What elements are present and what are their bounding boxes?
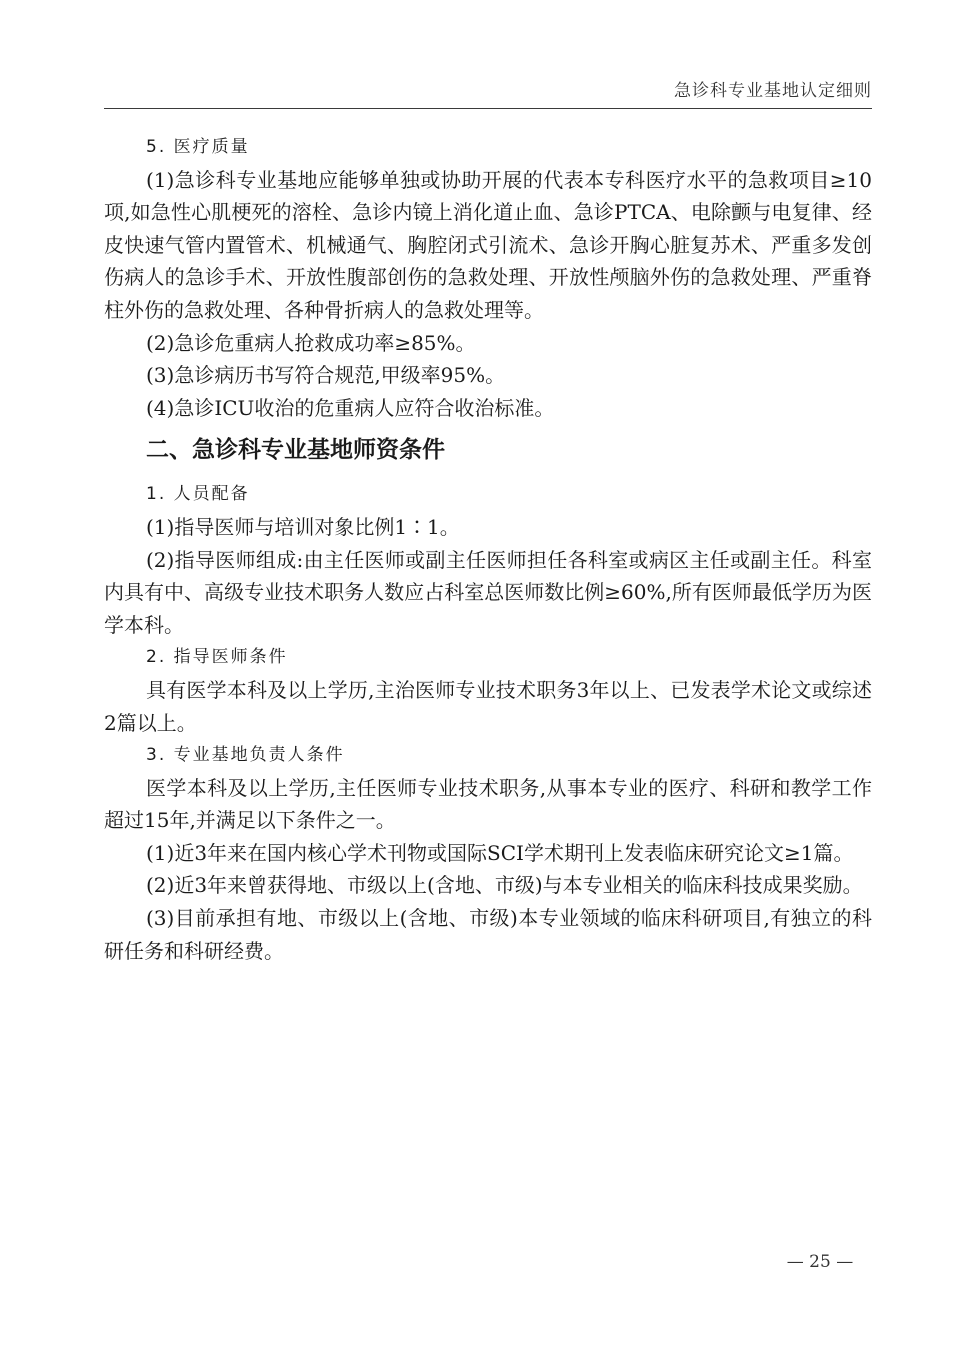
document-body (104, 131, 872, 967)
paragraph: 医学本科及以上学历,主任医师专业技术职务,从事本专业的医疗、科研和教学工作超过15年,并满足以下条件之一。 (104, 775, 872, 833)
section-heading-medical-quality: 5. 医疗质量 (146, 137, 250, 157)
paragraph: (2)指导医师组成:由主任医师或副主任医师担任各科室或病区主任或副主任。科室内具有中、高级专业技术职务人数应占科室总医师数比例≥60%,所有医师最低学历为医学本科。 (104, 547, 872, 637)
paragraph: (3)急诊病历书写符合规范,甲级率95%。 (146, 363, 506, 388)
paragraph: (2)急诊危重病人抢救成功率≥85%。 (146, 330, 476, 355)
paragraph: 具有医学本科及以上学历,主治医师专业技术职务3年以上、已发表学术论文或综述2篇以上。 (104, 677, 872, 735)
section-heading-director-conditions: 3. 专业基地负责人条件 (146, 745, 345, 766)
running-header (104, 72, 872, 109)
section-heading-staffing: 1. 人员配备 (146, 484, 250, 505)
header-title: 急诊科专业基地认定细则 (674, 81, 872, 101)
paragraph: (3)目前承担有地、市级以上(含地、市级)本专业领域的临床科研项目,有独立的科研任务和科研经费。 (104, 906, 872, 963)
page-number: — 25 — (786, 1252, 854, 1272)
paragraph: (1)指导医师与培训对象比例1∶1。 (146, 514, 460, 539)
section-heading-instructor-conditions: 2. 指导医师条件 (146, 647, 288, 668)
chapter-heading: 二、急诊科专业基地师资条件 (146, 437, 445, 464)
paragraph: (1)急诊科专业基地应能够单独或协助开展的代表本专科医疗水平的急救项目≥10项,如急性心肌梗死的溶栓、急诊内镜上消化道止血、急诊PTCA、电除颤与电复律、经皮快速气管内置管术、机械通气、胸腔闭式引流术、急诊开胸心脏复苏术、严重多发创伤病人的急诊手术、开放性腹部创伤的急救处理、开放性颅脑外伤的急救处理、严重脊柱外伤的急救处理、各种骨折病人的急救处理等。 (104, 167, 872, 322)
paragraph: (2)近3年来曾获得地、市级以上(含地、市级)与本专业相关的临床科技成果奖励。 (146, 873, 863, 898)
paragraph: (1)近3年来在国内核心学术刊物或国际SCI学术期刊上发表临床研究论文≥1篇。 (146, 840, 854, 865)
paragraph: (4)急诊ICU收治的危重病人应符合收治标准。 (146, 395, 555, 420)
